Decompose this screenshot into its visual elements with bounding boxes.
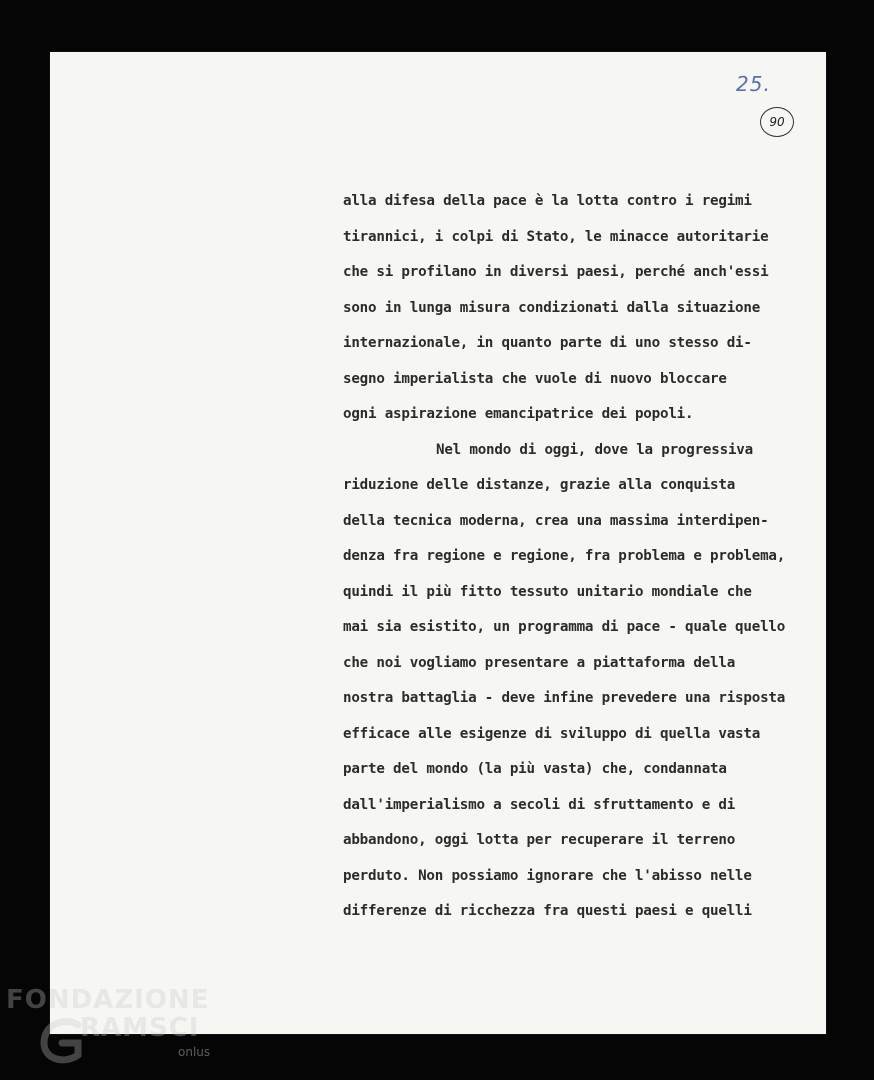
text-line: sono in lunga misura condizionati dalla situazione	[343, 299, 761, 316]
text-line: alla difesa della pace è la lotta contro i regimi	[343, 193, 752, 209]
text-line: che si profilano in diversi paesi, perché anch'essi	[343, 264, 769, 280]
text-line: riduzione delle distanze, grazie alla conquista	[343, 477, 736, 493]
text-line: segno imperialista che vuole di nuovo bloccare	[343, 370, 727, 387]
text-line: perduto. Non possiamo ignorare che l'abisso nelle	[343, 867, 752, 884]
text-line: della tecnica moderna, crea una massima interdipen-	[343, 512, 769, 529]
watermark-suffix: onlus	[178, 1045, 211, 1059]
circled-page-number: 90	[760, 107, 794, 137]
text-line: nostra battaglia - deve infine prevedere una risposta	[343, 690, 786, 706]
text-line: quindi il più fitto tessuto unitario mondiale che	[343, 583, 752, 600]
text-line: efficace alle esigenze di sviluppo di quella vasta	[343, 725, 761, 742]
text-line: ogni aspirazione emancipatrice dei popoli.	[343, 406, 694, 422]
text-line: tirannici, i colpi di Stato, le minacce autoritarie	[343, 228, 769, 245]
text-line: mai sia esistito, un programma di pace - quale quello	[343, 619, 786, 635]
typewritten-text	[343, 184, 823, 930]
watermark-line2: RAMSCI	[80, 1013, 200, 1043]
text-line: parte del mondo (la più vasta) che, condannata	[343, 761, 727, 777]
watermark-logo	[6, 985, 216, 1075]
watermark-line1: FONDAZIONE	[6, 985, 210, 1015]
handwritten-page-number: 25.	[736, 72, 771, 96]
text-line: abbandono, oggi lotta per recuperare il terreno	[343, 832, 736, 848]
text-line: denza fra regione e regione, fra problema e problema,	[343, 548, 786, 564]
text-line: internazionale, in quanto parte di uno stesso di-	[343, 335, 752, 351]
document-page	[50, 52, 826, 1034]
text-line: Nel mondo di oggi, dove la progressiva	[436, 441, 753, 458]
text-line: che noi vogliamo presentare a piattaforma della	[343, 654, 736, 671]
text-line: differenze di ricchezza fra questi paesi e quelli	[343, 903, 752, 919]
text-line: dall'imperialismo a secoli di sfruttamento e di	[343, 796, 736, 813]
